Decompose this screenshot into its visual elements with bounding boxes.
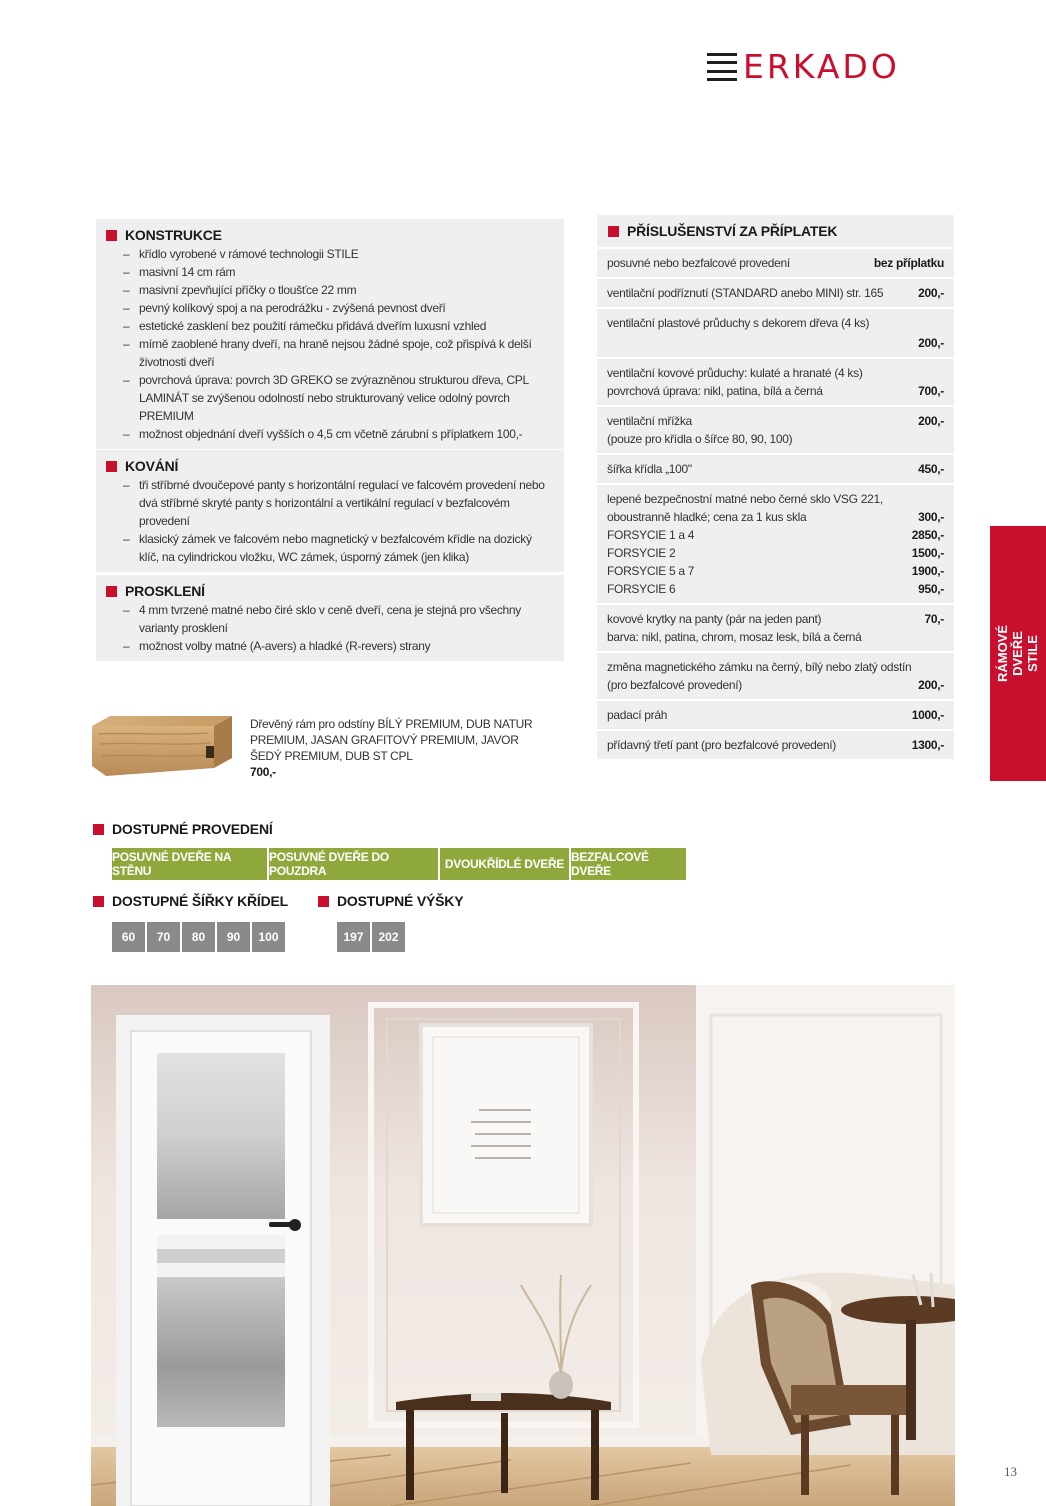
list-item: – křídlo vyrobené v rámové technologii STILE	[106, 245, 554, 263]
row-price: 1300,-	[911, 738, 944, 752]
row-label: změna magnetického zámku na černý, bílý nebo zlatý odstín (pro bezfalcové provedení)	[607, 660, 912, 692]
wood-frame-text: Dřevěný rám pro odstíny BÍLÝ PREMIUM, DUB NATUR PREMIUM, JASAN GRAFITOVÝ PREMIUM, JAVOR ŠEDÝ PREMIUM, DUB ST CPL	[250, 717, 533, 763]
row-price: 200,-	[918, 336, 944, 350]
variants-list	[112, 848, 688, 880]
row-label: ventilační podříznutí (STANDARD anebo MINI) str. 165	[607, 286, 884, 300]
konstrukce-list	[106, 245, 554, 443]
row-label: ventilační plastové průduchy s dekorem dřeva (4 ks)	[607, 316, 870, 330]
kovani-heading: KOVÁNÍ	[106, 458, 554, 474]
row-label: šířka křídla „100"	[607, 462, 692, 476]
bullet-square-icon	[106, 461, 117, 472]
heights-heading: DOSTUPNÉ VÝŠKY	[318, 893, 463, 909]
row-price: 200,-	[918, 286, 944, 300]
height-chip: 202	[372, 922, 405, 952]
table-row	[597, 701, 954, 729]
konstrukce-heading: KONSTRUKCE	[106, 227, 554, 243]
variant-badge: POSUVNÉ DVEŘE DO POUZDRA	[269, 848, 438, 880]
bullet-square-icon	[106, 586, 117, 597]
list-item: – mírně zaoblené hrany dveří, na hraně nejsou žádné spoje, což přispívá k delší životnosti dveří	[106, 335, 554, 371]
row-price: 300,- 2850,- 1500,- 1900,- 950,-	[911, 510, 944, 596]
prosklen-heading: PROSKLENÍ	[106, 583, 554, 599]
list-item: – masivní 14 cm rám	[106, 263, 554, 281]
row-label: lepené bezpečnostní matné nebo černé sklo VSG 221, oboustranně hladké; cena za 1 kus skla FORSYCIE 1 a 4 FORSYCIE 2 FORSYCIE 5 a 7 FORSYCIE 6	[607, 492, 883, 596]
row-price: 700,-	[918, 384, 944, 398]
konstrukce-panel	[96, 219, 564, 449]
width-chip: 80	[182, 922, 215, 952]
table-row	[597, 279, 954, 307]
list-item: – estetické zasklení bez použití rámečku přidává dveřím luxusní vzhled	[106, 317, 554, 335]
list-item: – masivní zpevňující příčky o tloušťce 22 mm	[106, 281, 554, 299]
bullet-square-icon	[93, 824, 104, 835]
bullet-square-icon	[93, 896, 104, 907]
variant-badge: DVOUKŘÍDLÉ DVEŘE	[440, 848, 569, 880]
page-number: 13	[1004, 1464, 1017, 1479]
table-row	[597, 653, 954, 699]
variant-badge: BEZFALCOVÉ DVEŘE	[571, 848, 686, 880]
row-label: přídavný třetí pant (pro bezfalcové provedení)	[607, 738, 837, 752]
side-tab	[990, 526, 1046, 781]
logo-lines-icon	[707, 53, 737, 81]
row-price: bez příplatku	[873, 256, 944, 270]
table-row	[597, 455, 954, 483]
prosklen-list	[106, 601, 554, 655]
accessories-table	[597, 215, 954, 761]
kovani-panel	[96, 450, 564, 572]
row-price: 200,-	[918, 678, 944, 692]
table-row	[597, 309, 954, 357]
list-item: – možnost objednání dveří vyšších o 4,5 cm včetně zárubní s příplatkem 100,-	[106, 425, 554, 443]
table-row	[597, 359, 954, 405]
side-tab-label: RÁMOVÉ DVEŘE STILE	[995, 624, 1041, 683]
table-row	[597, 485, 954, 603]
heights-list	[337, 922, 407, 952]
width-chip: 60	[112, 922, 145, 952]
interior-photo	[91, 985, 955, 1506]
row-price: 450,-	[918, 462, 944, 476]
bullet-square-icon	[608, 226, 619, 237]
height-chip: 197	[337, 922, 370, 952]
kovani-list	[106, 476, 554, 566]
width-chip: 90	[217, 922, 250, 952]
list-item: – 4 mm tvrzené matné nebo čiré sklo v ceně dveří, cena je stejná pro všechny varianty prosklení	[106, 601, 554, 637]
table-row	[597, 605, 954, 651]
table-row	[597, 407, 954, 453]
logo-text: ERKADO	[743, 47, 900, 86]
row-label: ventilační mřížka (pouze pro křídla o šířce 80, 90, 100)	[607, 414, 793, 446]
list-item: – povrchová úprava: povrch 3D GREKO se zvýrazněnou strukturou dřeva, CPL LAMINÁT se zvýšenou odolností nebo strukturovaný velice odolný povrch PREMIUM	[106, 371, 554, 425]
accessories-heading: PŘÍSLUŠENSTVÍ ZA PŘÍPLATEK	[597, 215, 954, 247]
wood-frame-profile-image	[88, 712, 236, 780]
width-chip: 70	[147, 922, 180, 952]
row-price: 70,-	[924, 612, 944, 626]
bullet-square-icon	[318, 896, 329, 907]
list-item: – pevný kolíkový spoj a na perodrážku - zvýšená pevnost dveří	[106, 299, 554, 317]
list-item: – možnost volby matné (A-avers) a hladké (R-revers) strany	[106, 637, 554, 655]
row-price: 200,-	[918, 414, 944, 428]
variants-heading: DOSTUPNÉ PROVEDENÍ	[93, 821, 273, 837]
variant-badge: POSUVNÉ DVEŘE NA STĚNU	[112, 848, 267, 880]
table-row	[597, 249, 954, 277]
widths-list	[112, 922, 287, 952]
bullet-square-icon	[106, 230, 117, 241]
row-label: padací práh	[607, 708, 668, 722]
width-chip: 100	[252, 922, 285, 952]
row-label: kovové krytky na panty (pár na jeden pant) barva: nikl, patina, chrom, mosaz lesk, bílá a černá	[607, 612, 862, 644]
row-label: posuvné nebo bezfalcové provedení	[607, 256, 790, 270]
widths-heading: DOSTUPNÉ ŠÍŘKY KŘÍDEL	[93, 893, 288, 909]
erkado-logo	[707, 47, 900, 86]
list-item: – klasický zámek ve falcovém nebo magnetický v bezfalcovém křídle na dozický klíč, na cylindrickou vložku, WC zámek, úsporný zámek (jen klika)	[106, 530, 554, 566]
table-row	[597, 731, 954, 759]
row-price: 1000,-	[911, 708, 944, 722]
prosklen-panel	[96, 575, 564, 661]
wood-frame-price: 700,-	[250, 765, 276, 779]
wood-frame-description	[250, 716, 540, 780]
list-item: – tři stříbrné dvoučepové panty s horizontální regulací ve falcovém provedení nebo dvá stříbrné skryté panty s horizontální a vertikální regulací v bezfalcovém provedení	[106, 476, 554, 530]
row-label: ventilační kovové průduchy: kulaté a hranaté (4 ks) povrchová úprava: nikl, patina, bílá a černá	[607, 366, 863, 398]
